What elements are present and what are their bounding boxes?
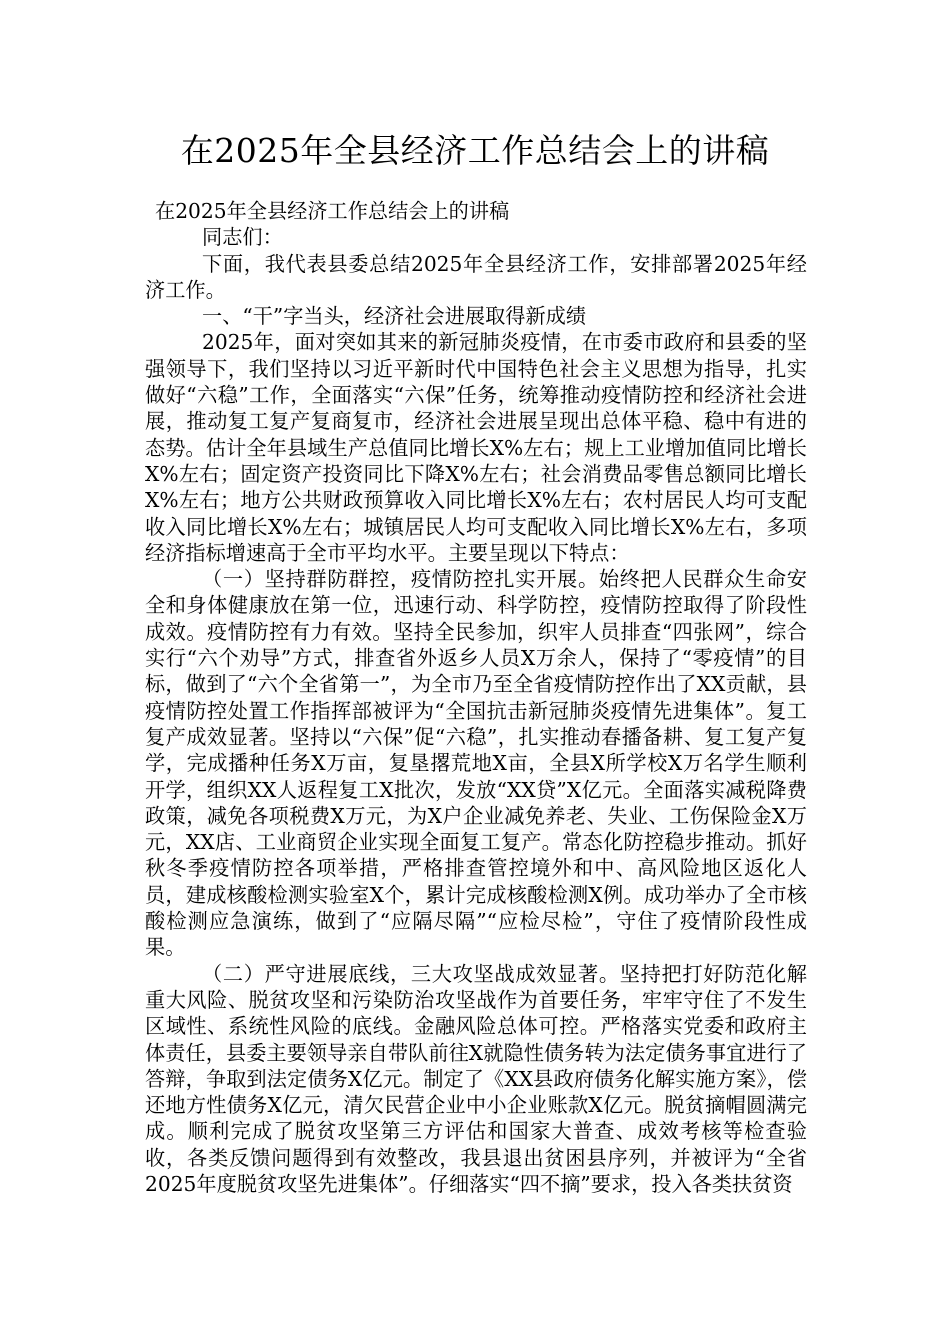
paragraph-intro: 下面，我代表县委总结2025年全县经济工作，安排部署2025年经济工作。 xyxy=(145,251,807,302)
paragraph-three-battles: （二）严守进展底线，三大攻坚战成效显著。坚持把打好防范化解重大风险、脱贫攻坚和污染防治攻坚战作为首要任务，牢牢守住了不发生区域性、系统性风险的底线。金融风险总体可控。严格落实党委和政府主体责任，县委主要领导亲自带队前往X就隐性债务转为法定债务事宜进行了答辩，争取到法定债务X亿元。制定了《XX县政府债务化解实施方案》，偿还地方性债务X亿元，清欠民营企业中小企业账款X亿元。脱贫摘帽圆满完成。顺利完成了脱贫攻坚第三方评估和国家大普查、成效考核等检查验收，各类反馈问题得到有效整改，我县退出贫困县序列，并被评为“全省2025年度脱贫攻坚先进集体”。仔细落实“四不摘”要求，投入各类扶贫资 xyxy=(145,961,807,1196)
document-title: 在2025年全县经济工作总结会上的讲稿 xyxy=(180,131,770,170)
salutation: 同志们： xyxy=(202,225,283,250)
paragraph-overview: 2025年，面对突如其来的新冠肺炎疫情，在市委市政府和县委的坚强领导下，我们坚持以习近平新时代中国特色社会主义思想为指导，扎实做好“六稳”工作，全面落实“六保”任务，统筹推动疫情防控和经济社会进展，推动复工复产复商复市，经济社会进展呈现出总体平稳、稳中有进的态势。估计全年县域生产总值同比增长X%左右；规上工业增加值同比增长X%左右；固定资产投资同比下降X%左右；社会消费品零售总额同比增长X%左右；地方公共财政预算收入同比增长X%左右；农村居民人均可支配收入同比增长X%左右；城镇居民人均可支配收入同比增长X%左右，多项经济指标增速高于全市平均水平。主要呈现以下特点： xyxy=(145,330,807,565)
document-subtitle: 在2025年全县经济工作总结会上的讲稿 xyxy=(155,199,510,223)
paragraph-epidemic-control: （一）坚持群防群控，疫情防控扎实开展。始终把人民群众生命安全和身体健康放在第一位，迅速行动、科学防控，疫情防控取得了阶段性成效。疫情防控有力有效。坚持全民参加，织牢人员排查“四张网”，综合实行“六个劝导”方式，排查省外返乡人员X万余人，保持了“零疫情”的目标，做到了“六个全省第一”，为全市乃至全省疫情防控作出了XX贡献，县疫情防控处置工作指挥部被评为“全国抗击新冠肺炎疫情先进集体”。复工复产成效显著。坚持以“六保”促“六稳”，扎实推动春播备耕、复工复产复学，完成播种任务X万亩，复垦撂荒地X亩，全县X所学校X万名学生顺利开学，组织XX人返程复工X批次，发放“XX贷”X亿元。全面落实减税降费政策，减免各项税费X万元，为X户企业减免养老、失业、工伤保险金X万元，XX店、工业商贸企业实现全面复工复产。常态化防控稳步推动。抓好秋冬季疫情防控各项举措，严格排查管控境外和中、高风险地区返化人员，建成核酸检测实验室X个，累计完成核酸检测X例。成功举办了全市核酸检测应急演练，做到了“应隔尽隔”“应检尽检”，守住了疫情阶段性成果。 xyxy=(145,567,807,960)
document-body xyxy=(145,198,807,1197)
section-heading: 一、“干”字当头，经济社会进展取得新成绩 xyxy=(202,304,587,329)
